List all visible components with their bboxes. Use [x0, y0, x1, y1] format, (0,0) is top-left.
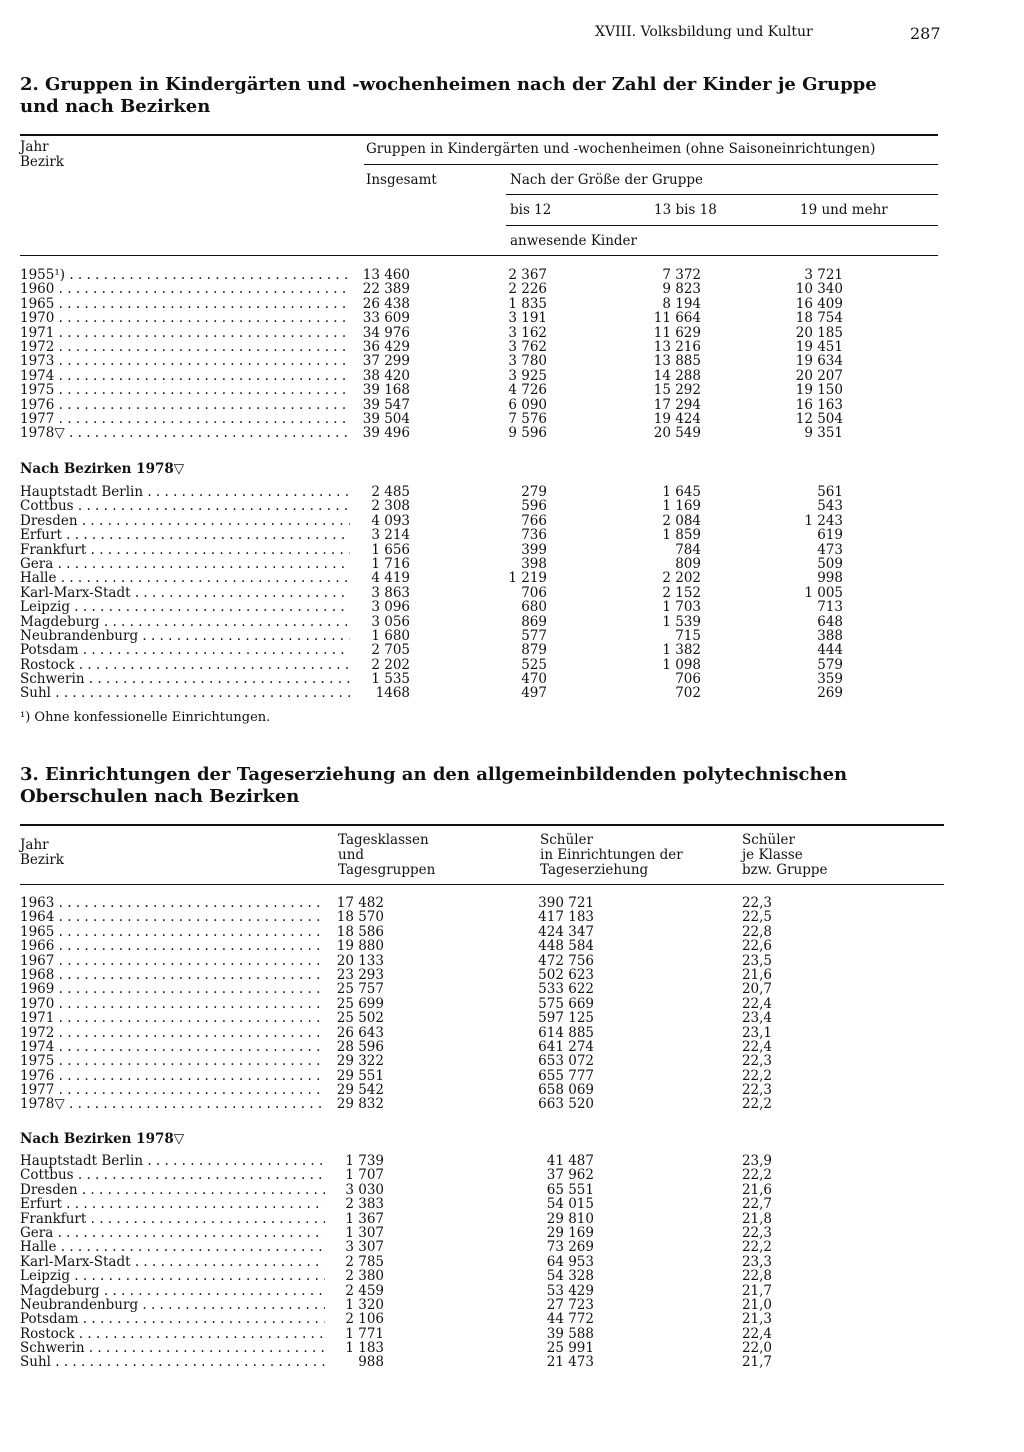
cell-c: 23,1	[741, 1024, 772, 1041]
cell-b: 448 584	[538, 938, 594, 955]
cell-c: 22,6	[741, 938, 772, 955]
cell-a: 869	[521, 613, 547, 630]
cell-c: 1 243	[804, 512, 843, 529]
cell-a: 18 570	[336, 909, 384, 926]
cell-a: 1 367	[345, 1210, 384, 1227]
row-label: 1965 . . .	[20, 925, 325, 939]
cell-c: 22,3	[741, 895, 772, 911]
table3-stub-head-district: Bezirk	[20, 852, 64, 868]
cell-total: 1 716	[371, 555, 410, 572]
cell-b: 15 292	[653, 382, 701, 399]
cell-c: 619	[817, 527, 843, 544]
table3-title: 3. Einrichtungen der Tageserziehung an den allgemeinbildenden polytechnischen Oberschulen nach Bezirken	[20, 764, 848, 807]
row-label: Frankfurt . . .	[20, 543, 350, 557]
row-label: 1966 . . .	[20, 939, 325, 953]
cell-c: 23,4	[741, 1010, 772, 1027]
cell-b: 502 623	[538, 966, 594, 983]
row-label: Karl-Marx-Stadt . . .	[20, 586, 350, 600]
cell-total: 2 705	[371, 642, 410, 659]
cell-c: 22,3	[741, 1082, 772, 1099]
table2-col-c-head: 19 und mehr	[800, 202, 888, 218]
cell-a: 25 699	[336, 995, 384, 1012]
cell-b: 19 424	[653, 410, 701, 427]
cell-total: 1 680	[371, 627, 410, 644]
cell-b: 472 756	[538, 952, 594, 969]
cell-total: 33 609	[362, 310, 410, 327]
row-label: 1965 . . .	[20, 297, 350, 311]
cell-a: 2 106	[345, 1311, 384, 1328]
cell-b: 1 645	[662, 484, 701, 500]
cell-b: 53 429	[546, 1282, 594, 1299]
cell-c: 561	[817, 484, 843, 500]
row-label: Rostock . . .	[20, 658, 350, 672]
cell-total: 22 389	[362, 281, 410, 298]
row-label: Cottbus . . .	[20, 1168, 325, 1182]
row-label: Neubrandenburg . . .	[20, 1298, 325, 1312]
table3-col3-head-l3: bzw. Gruppe	[742, 862, 828, 878]
cell-a: 1 219	[508, 570, 547, 587]
cell-b: 29 810	[546, 1210, 594, 1227]
table2-size-spanner-head: Nach der Größe der Gruppe	[510, 172, 704, 188]
cell-a: 2 785	[345, 1253, 384, 1270]
cell-b: 13 216	[653, 338, 701, 355]
row-label: Halle . . .	[20, 571, 350, 585]
cell-c: 22,4	[741, 995, 772, 1012]
table3-districts-heading: Nach Bezirken 1978▽	[20, 1131, 185, 1147]
cell-total: 1468	[375, 685, 410, 702]
cell-b: 54 015	[546, 1196, 594, 1213]
cell-b: 1 169	[662, 498, 701, 515]
cell-b: 575 669	[538, 995, 594, 1012]
table3-col2-head-l3: Tageserziehung	[540, 862, 649, 878]
cell-a: 3 780	[508, 353, 547, 370]
cell-b: 65 551	[546, 1181, 594, 1198]
row-label: 1973 . . .	[20, 354, 350, 368]
cell-c: 23,5	[741, 952, 772, 969]
cell-total: 4 419	[371, 570, 410, 587]
cell-total: 3 096	[371, 599, 410, 616]
cell-b: 7 372	[662, 267, 701, 283]
table2-stub-head-year: Jahr	[20, 139, 49, 155]
cell-c: 21,0	[741, 1296, 772, 1313]
cell-b: 21 473	[546, 1354, 594, 1371]
cell-c: 22,2	[741, 1167, 772, 1184]
cell-total: 1 656	[371, 541, 410, 558]
cell-c: 269	[817, 685, 843, 702]
row-label: Hauptstadt Berlin . . .	[20, 485, 350, 499]
row-label: Cottbus . . .	[20, 499, 350, 513]
table3-col3-head-l1: Schüler	[742, 832, 795, 848]
cell-a: 25 757	[336, 981, 384, 998]
cell-a: 28 596	[336, 1038, 384, 1055]
cell-a: 2 459	[345, 1282, 384, 1299]
cell-a: 7 576	[508, 410, 547, 427]
row-label: 1970 . . .	[20, 997, 325, 1011]
table3-col2-head-l2: in Einrichtungen der	[540, 847, 683, 863]
table2-size-rule	[506, 194, 938, 195]
cell-c: 10 340	[795, 281, 843, 298]
cell-a: 766	[521, 512, 547, 529]
cell-a: 25 502	[336, 1010, 384, 1027]
cell-c: 21,8	[741, 1210, 772, 1227]
cell-a: 29 832	[336, 1096, 384, 1113]
cell-b: 417 183	[538, 909, 594, 926]
table2-title: 2. Gruppen in Kindergärten und -wochenheimen nach der Zahl der Kinder je Gruppe und nach Bezirken	[20, 74, 877, 117]
cell-c: 16 409	[795, 295, 843, 312]
table3-col3-head-l2: je Klasse	[742, 847, 803, 863]
cell-c: 543	[817, 498, 843, 515]
cell-a: 736	[521, 527, 547, 544]
cell-b: 41 487	[546, 1153, 594, 1169]
cell-b: 39 588	[546, 1325, 594, 1342]
cell-b: 73 269	[546, 1239, 594, 1256]
cell-a: 497	[521, 685, 547, 702]
table2-districts-heading: Nach Bezirken 1978▽	[20, 461, 185, 477]
table2-unit-note: anwesende Kinder	[510, 233, 638, 249]
table2-spanner-head: Gruppen in Kindergärten und -wochenheimen (ohne Saisoneinrichtungen)	[366, 141, 876, 157]
cell-total: 38 420	[362, 367, 410, 384]
cell-c: 21,7	[741, 1354, 772, 1371]
cell-total: 4 093	[371, 512, 410, 529]
cell-b: 663 520	[538, 1096, 594, 1113]
cell-b: 54 328	[546, 1268, 594, 1285]
cell-total: 3 214	[371, 527, 410, 544]
cell-a: 2 380	[345, 1268, 384, 1285]
cell-c: 509	[817, 555, 843, 572]
cell-c: 1 005	[804, 584, 843, 601]
cell-c: 23,3	[741, 1253, 772, 1270]
cell-b: 641 274	[538, 1038, 594, 1055]
row-label: 1968 . . .	[20, 968, 325, 982]
row-label: 1977 . . .	[20, 412, 350, 426]
cell-total: 1 535	[371, 671, 410, 688]
table2-top-rule	[20, 134, 938, 136]
row-label: 1978▽ . . .	[20, 426, 350, 440]
cell-c: 23,9	[741, 1153, 772, 1169]
cell-total: 39 168	[362, 382, 410, 399]
row-label: 1964 . . .	[20, 910, 325, 924]
table3-col1-head-l2: und	[338, 847, 365, 863]
cell-a: 29 551	[336, 1067, 384, 1084]
cell-c: 444	[817, 642, 843, 659]
cell-b: 20 549	[653, 425, 701, 442]
row-label: Suhl . . .	[20, 686, 350, 700]
cell-b: 597 125	[538, 1010, 594, 1027]
cell-a: 9 596	[508, 425, 547, 442]
cell-b: 658 069	[538, 1082, 594, 1099]
row-label: 1977 . . .	[20, 1083, 325, 1097]
row-label: 1976 . . .	[20, 398, 350, 412]
row-label: Gera . . .	[20, 1226, 325, 1240]
table3-stub-head-year: Jahr	[20, 837, 49, 853]
cell-b: 17 294	[653, 396, 701, 413]
cell-a: 1 320	[345, 1296, 384, 1313]
cell-a: 577	[521, 627, 547, 644]
cell-a: 3 162	[508, 324, 547, 341]
row-label: Magdeburg . . .	[20, 615, 350, 629]
cell-a: 18 586	[336, 923, 384, 940]
cell-c: 713	[817, 599, 843, 616]
cell-c: 22,7	[741, 1196, 772, 1213]
cell-total: 39 504	[362, 410, 410, 427]
cell-c: 3 721	[804, 267, 843, 283]
cell-b: 1 859	[662, 527, 701, 544]
row-label: 1974 . . .	[20, 369, 350, 383]
cell-a: 706	[521, 584, 547, 601]
cell-b: 784	[675, 541, 701, 558]
row-label: 1976 . . .	[20, 1069, 325, 1083]
table2-col-total-head: Insgesamt	[366, 172, 437, 188]
cell-b: 1 098	[662, 656, 701, 673]
cell-total: 39 496	[362, 425, 410, 442]
cell-a: 596	[521, 498, 547, 515]
cell-a: 26 643	[336, 1024, 384, 1041]
cell-b: 37 962	[546, 1167, 594, 1184]
cell-a: 399	[521, 541, 547, 558]
table2-col-a-head: bis 12	[510, 202, 552, 218]
row-label: Potsdam . . .	[20, 643, 350, 657]
cell-c: 16 163	[795, 396, 843, 413]
row-label: Schwerin . . .	[20, 672, 350, 686]
cell-c: 21,6	[741, 966, 772, 983]
table2-col-b-head: 13 bis 18	[654, 202, 717, 218]
row-label: Erfurt . . .	[20, 1197, 325, 1211]
cell-a: 6 090	[508, 396, 547, 413]
cell-a: 1 771	[345, 1325, 384, 1342]
cell-total: 2 202	[371, 656, 410, 673]
running-header: XVIII. Volksbildung und Kultur	[595, 24, 813, 40]
cell-c: 22,2	[741, 1096, 772, 1113]
cell-c: 20,7	[741, 981, 772, 998]
cell-c: 998	[817, 570, 843, 587]
table2-stub-head-district: Bezirk	[20, 154, 64, 170]
cell-c: 22,8	[741, 1268, 772, 1285]
row-label: Leipzig . . .	[20, 1269, 325, 1283]
cell-b: 702	[675, 685, 701, 702]
cell-total: 13 460	[362, 267, 410, 283]
table3-top-rule	[20, 824, 944, 826]
row-label: Frankfurt . . .	[20, 1212, 325, 1226]
cell-b: 29 169	[546, 1224, 594, 1241]
row-label: Rostock . . .	[20, 1327, 325, 1341]
cell-a: 1 835	[508, 295, 547, 312]
cell-a: 279	[521, 484, 547, 500]
row-label: Gera . . .	[20, 557, 350, 571]
cell-b: 25 991	[546, 1340, 594, 1357]
cell-total: 3 056	[371, 613, 410, 630]
cell-b: 614 885	[538, 1024, 594, 1041]
cell-c: 21,6	[741, 1181, 772, 1198]
row-label: Schwerin . . .	[20, 1341, 325, 1355]
cell-b: 2 152	[662, 584, 701, 601]
row-label: 1970 . . .	[20, 311, 350, 325]
cell-total: 26 438	[362, 295, 410, 312]
cell-a: 3 307	[345, 1239, 384, 1256]
cell-c: 18 754	[795, 310, 843, 327]
row-label: 1969 . . .	[20, 982, 325, 996]
cell-b: 706	[675, 671, 701, 688]
row-label: Suhl . . .	[20, 1355, 325, 1369]
row-label: Potsdam . . .	[20, 1312, 325, 1326]
cell-a: 19 880	[336, 938, 384, 955]
cell-c: 22,5	[741, 909, 772, 926]
cell-total: 3 863	[371, 584, 410, 601]
cell-c: 648	[817, 613, 843, 630]
row-label: 1971 . . .	[20, 1011, 325, 1025]
row-label: 1963 . . .	[20, 896, 325, 910]
cell-total: 37 299	[362, 353, 410, 370]
table2-unit-rule	[506, 225, 938, 226]
table2-footnote: ¹) Ohne konfessionelle Einrichtungen.	[20, 710, 271, 725]
cell-c: 22,3	[741, 1053, 772, 1070]
cell-a: 3 762	[508, 338, 547, 355]
cell-c: 388	[817, 627, 843, 644]
cell-b: 2 202	[662, 570, 701, 587]
cell-a: 2 383	[345, 1196, 384, 1213]
cell-a: 1 307	[345, 1224, 384, 1241]
cell-b: 653 072	[538, 1053, 594, 1070]
cell-a: 1 183	[345, 1340, 384, 1357]
cell-c: 359	[817, 671, 843, 688]
row-label: 1975 . . .	[20, 1054, 325, 1068]
row-label: Hauptstadt Berlin . . .	[20, 1154, 325, 1168]
cell-b: 424 347	[538, 923, 594, 940]
cell-a: 680	[521, 599, 547, 616]
cell-total: 36 429	[362, 338, 410, 355]
cell-a: 398	[521, 555, 547, 572]
cell-total: 39 547	[362, 396, 410, 413]
cell-b: 64 953	[546, 1253, 594, 1270]
cell-a: 3 030	[345, 1181, 384, 1198]
cell-b: 1 539	[662, 613, 701, 630]
row-label: 1972 . . .	[20, 1026, 325, 1040]
cell-c: 9 351	[804, 425, 843, 442]
cell-b: 13 885	[653, 353, 701, 370]
cell-b: 11 664	[653, 310, 701, 327]
cell-b: 809	[675, 555, 701, 572]
cell-b: 1 382	[662, 642, 701, 659]
row-label: Erfurt . . .	[20, 528, 350, 542]
cell-c: 22,8	[741, 923, 772, 940]
cell-c: 22,2	[741, 1067, 772, 1084]
cell-b: 1 703	[662, 599, 701, 616]
row-label: 1972 . . .	[20, 340, 350, 354]
cell-c: 22,4	[741, 1325, 772, 1342]
table3-col2-head-l1: Schüler	[540, 832, 593, 848]
cell-b: 8 194	[662, 295, 701, 312]
table2-spanner-rule	[364, 164, 938, 165]
cell-a: 3 925	[508, 367, 547, 384]
cell-c: 21,3	[741, 1311, 772, 1328]
row-label: Halle . . .	[20, 1240, 325, 1254]
cell-c: 19 150	[795, 382, 843, 399]
cell-b: 390 721	[538, 895, 594, 911]
row-label: Leipzig . . .	[20, 600, 350, 614]
table3-col1-head-l3: Tagesgruppen	[338, 862, 436, 878]
cell-a: 4 726	[508, 382, 547, 399]
row-label: 1971 . . .	[20, 326, 350, 340]
cell-c: 473	[817, 541, 843, 558]
cell-c: 20 207	[795, 367, 843, 384]
row-label: 1978▽ . . .	[20, 1097, 325, 1111]
row-label: 1960 . . .	[20, 282, 350, 296]
page-number: 287	[910, 24, 941, 43]
row-label: 1974 . . .	[20, 1040, 325, 1054]
cell-a: 2 367	[508, 267, 547, 283]
cell-b: 11 629	[653, 324, 701, 341]
cell-a: 1 739	[345, 1153, 384, 1169]
cell-c: 22,3	[741, 1224, 772, 1241]
cell-a: 29 542	[336, 1082, 384, 1099]
cell-c: 20 185	[795, 324, 843, 341]
cell-a: 20 133	[336, 952, 384, 969]
cell-c: 12 504	[795, 410, 843, 427]
cell-a: 879	[521, 642, 547, 659]
row-label: Magdeburg . . .	[20, 1284, 325, 1298]
cell-total: 34 976	[362, 324, 410, 341]
cell-total: 2 485	[371, 484, 410, 500]
cell-c: 19 451	[795, 338, 843, 355]
table2-head-bottom-rule	[20, 255, 938, 256]
cell-c: 579	[817, 656, 843, 673]
cell-b: 9 823	[662, 281, 701, 298]
cell-a: 29 322	[336, 1053, 384, 1070]
cell-a: 470	[521, 671, 547, 688]
table3-head-bottom-rule	[20, 884, 944, 885]
cell-c: 21,7	[741, 1282, 772, 1299]
row-label: Karl-Marx-Stadt . . .	[20, 1255, 325, 1269]
cell-a: 525	[521, 656, 547, 673]
row-label: 1967 . . .	[20, 954, 325, 968]
cell-a: 17 482	[336, 895, 384, 911]
row-label: Dresden . . .	[20, 514, 350, 528]
cell-a: 3 191	[508, 310, 547, 327]
cell-b: 44 772	[546, 1311, 594, 1328]
cell-b: 715	[675, 627, 701, 644]
row-label: 1955¹) . . .	[20, 268, 350, 282]
cell-c: 22,4	[741, 1038, 772, 1055]
row-label: Dresden . . .	[20, 1183, 325, 1197]
cell-b: 27 723	[546, 1296, 594, 1313]
cell-c: 19 634	[795, 353, 843, 370]
cell-c: 22,2	[741, 1239, 772, 1256]
cell-b: 533 622	[538, 981, 594, 998]
row-label: 1975 . . .	[20, 383, 350, 397]
cell-a: 1 707	[345, 1167, 384, 1184]
cell-a: 988	[358, 1354, 384, 1371]
cell-a: 2 226	[508, 281, 547, 298]
cell-total: 2 308	[371, 498, 410, 515]
cell-b: 2 084	[662, 512, 701, 529]
table3-col1-head-l1: Tagesklassen	[338, 832, 429, 848]
cell-b: 14 288	[653, 367, 701, 384]
cell-c: 22,0	[741, 1340, 772, 1357]
cell-b: 655 777	[538, 1067, 594, 1084]
cell-a: 23 293	[336, 966, 384, 983]
row-label: Neubrandenburg . . .	[20, 629, 350, 643]
